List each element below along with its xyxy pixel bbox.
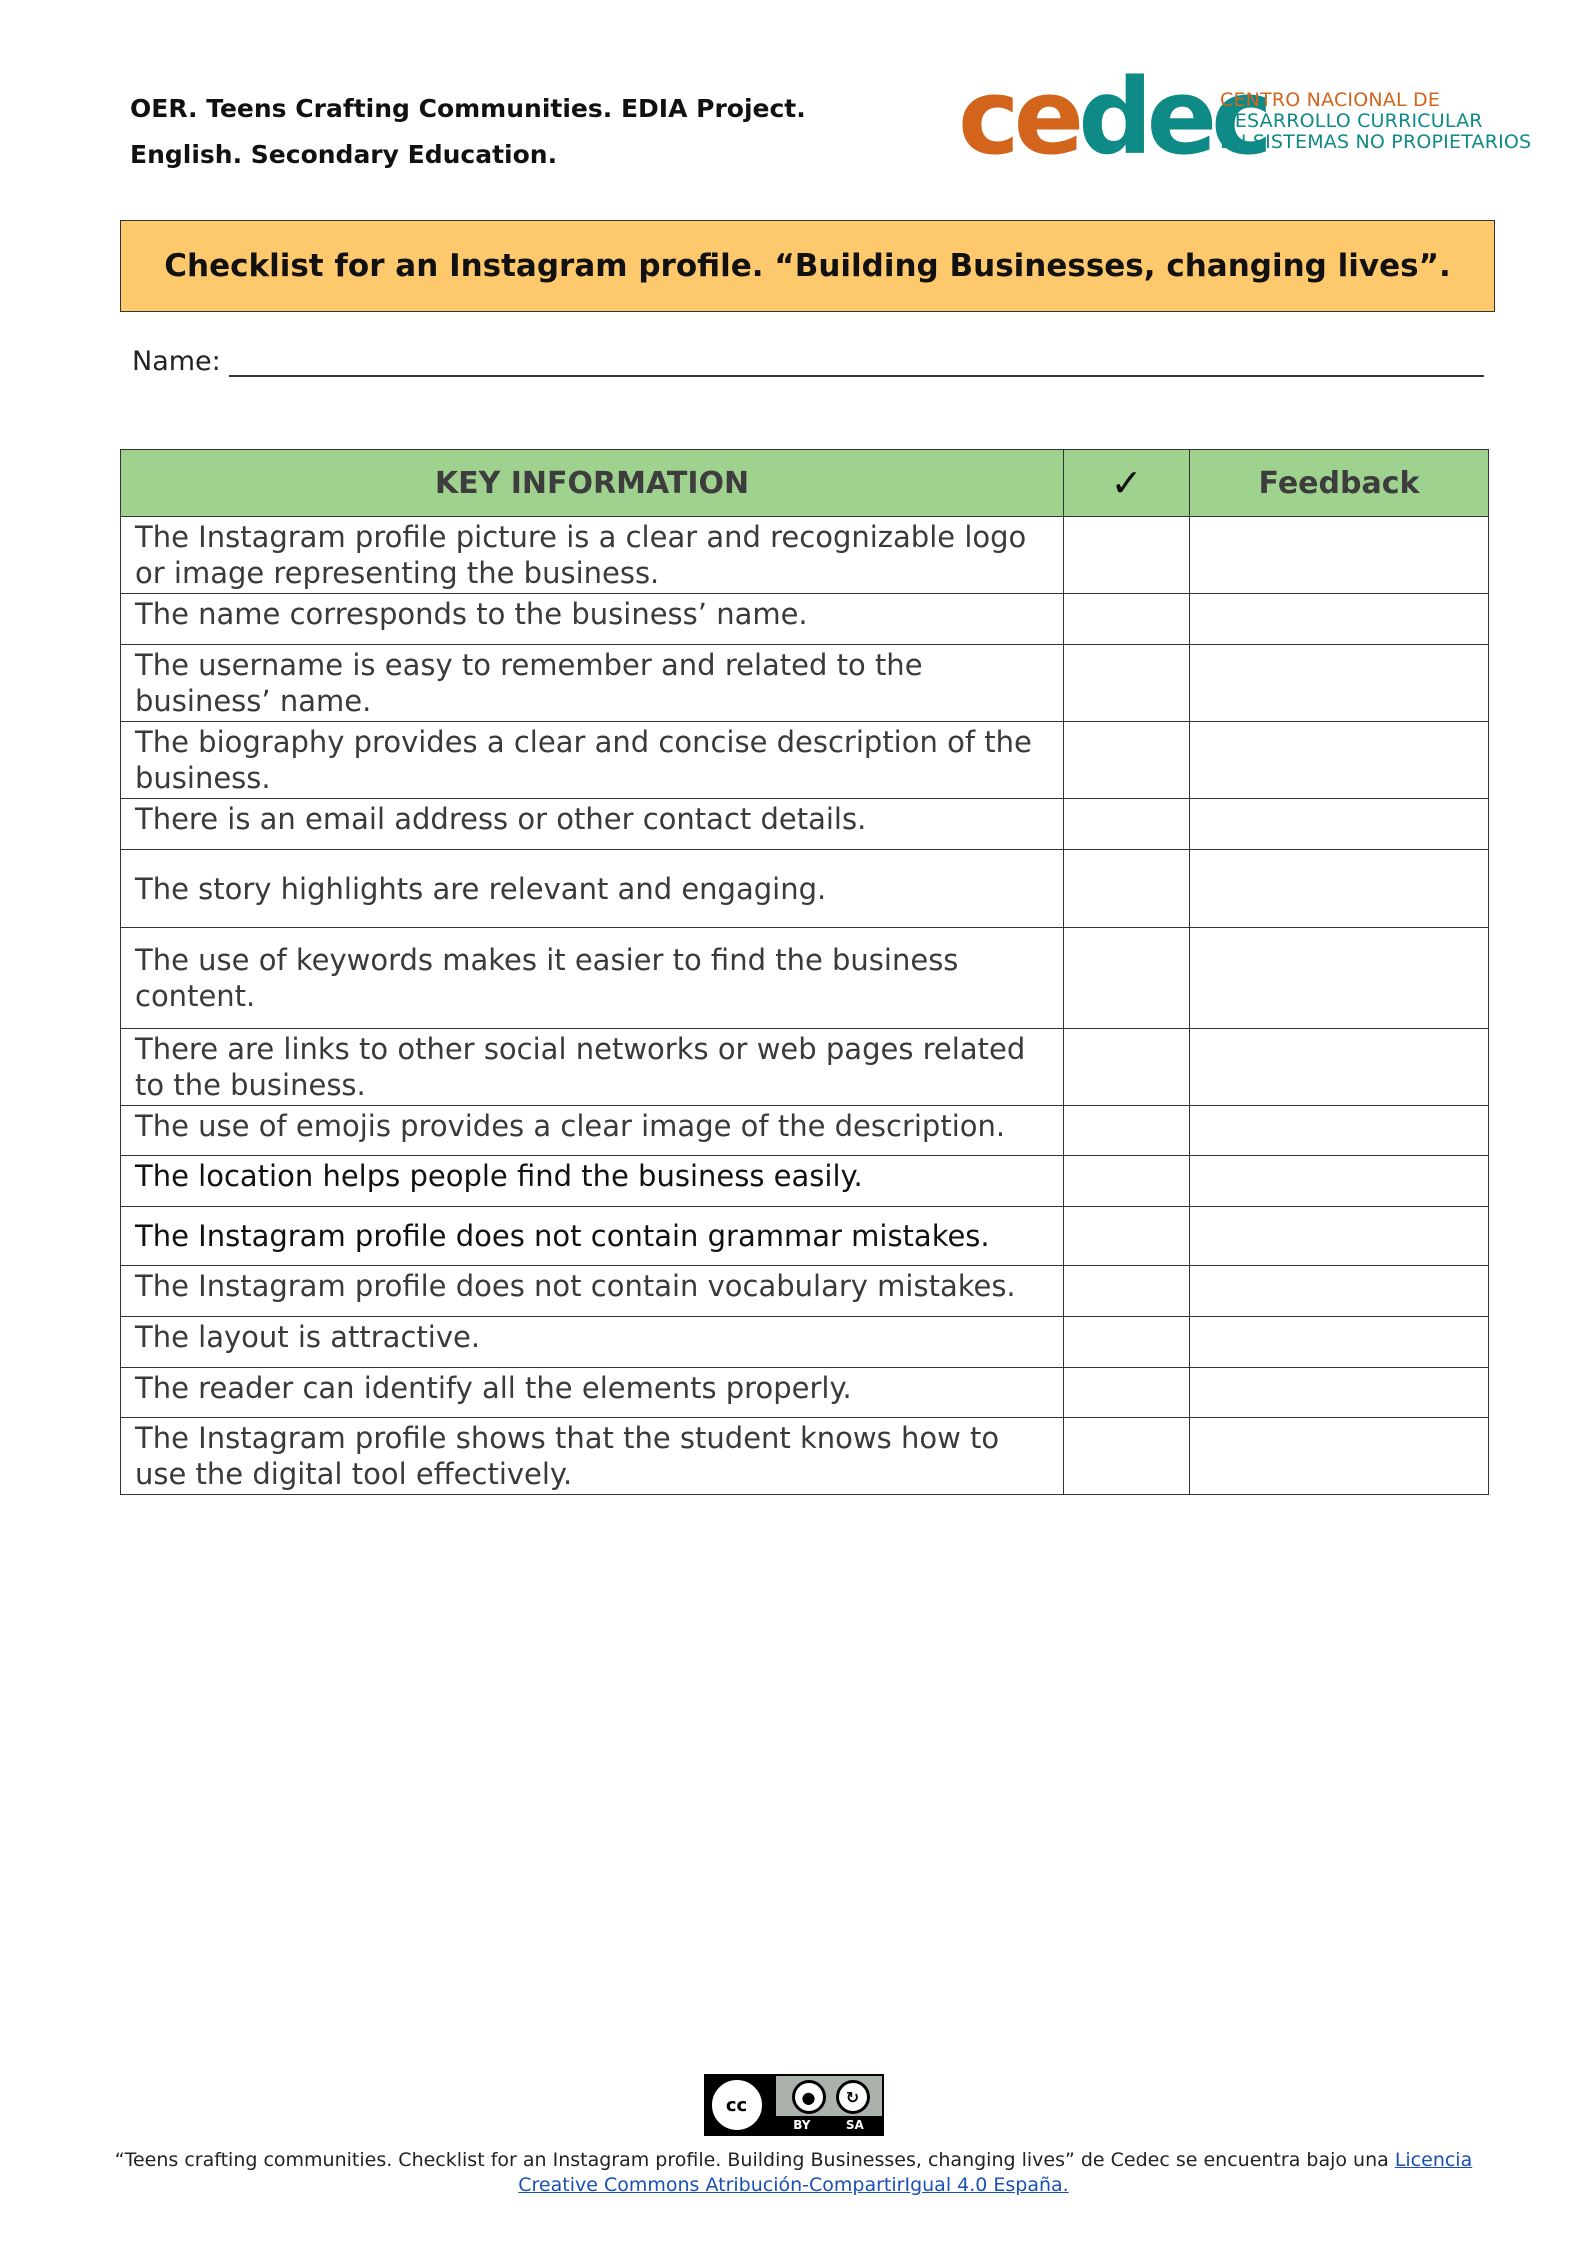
row-check-cell[interactable]	[1064, 594, 1190, 645]
checkmark-icon: ✓	[1110, 461, 1143, 505]
table-row	[121, 1156, 1489, 1207]
header-line-2: English. Secondary Education.	[130, 140, 558, 169]
header-line-1: OER. Teens Crafting Communities. EDIA Project.	[130, 94, 806, 123]
license-link-1[interactable]: Licencia	[1394, 2149, 1473, 2171]
row-check-cell[interactable]	[1064, 1156, 1190, 1207]
name-field[interactable]	[132, 346, 1484, 377]
table-row	[121, 645, 1489, 722]
row-check-cell[interactable]	[1064, 1029, 1190, 1106]
row-feedback-cell[interactable]	[1190, 1368, 1489, 1418]
row-check-cell[interactable]	[1064, 928, 1190, 1029]
row-criterion: The reader can identify all the elements properly.	[121, 1368, 1064, 1418]
row-check-cell[interactable]	[1064, 1368, 1190, 1418]
row-criterion: The layout is attractive.	[121, 1317, 1064, 1368]
cc-by-sa-badge[interactable]	[704, 2074, 884, 2136]
row-feedback-cell[interactable]	[1190, 928, 1489, 1029]
table-header-row	[121, 450, 1489, 517]
row-check-cell[interactable]	[1064, 850, 1190, 928]
table-row	[121, 1207, 1489, 1266]
badge-labels	[776, 2116, 882, 2134]
name-label: Name:	[132, 346, 221, 377]
row-criterion: The Instagram profile picture is a clear and recognizable logo or image representing the business.	[121, 517, 1064, 594]
document-header	[130, 86, 806, 178]
row-check-cell[interactable]	[1064, 1418, 1190, 1495]
table-row	[121, 928, 1489, 1029]
logo-subtitle-line-3: EN SISTEMAS NO PROPIETARIOS	[1220, 131, 1532, 153]
cedec-logo	[958, 56, 1532, 178]
table-row	[121, 1368, 1489, 1418]
license-link-2[interactable]: Creative Commons Atribución-CompartirIgual 4.0 España.	[518, 2174, 1069, 2196]
row-feedback-cell[interactable]	[1190, 1317, 1489, 1368]
table-row	[121, 1106, 1489, 1156]
row-feedback-cell[interactable]	[1190, 1156, 1489, 1207]
table-row	[121, 799, 1489, 850]
row-feedback-cell[interactable]	[1190, 799, 1489, 850]
row-feedback-cell[interactable]	[1190, 645, 1489, 722]
share-alike-icon: ↻	[836, 2080, 870, 2114]
table-row	[121, 1317, 1489, 1368]
row-criterion: The use of emojis provides a clear image of the description.	[121, 1106, 1064, 1156]
title-box	[120, 220, 1495, 312]
header-check	[1064, 450, 1190, 517]
row-check-cell[interactable]	[1064, 799, 1190, 850]
row-criterion: The Instagram profile does not contain grammar mistakes.	[121, 1207, 1064, 1266]
license-statement: “Teens crafting communities. Checklist for an Instagram profile. Building Businesses, changing lives” de Cedec se encuentra bajo una	[114, 2149, 1389, 2171]
cc-icon: cc	[712, 2080, 762, 2130]
table-row	[121, 517, 1489, 594]
table-row	[121, 1418, 1489, 1495]
row-criterion: The username is easy to remember and related to the business’ name.	[121, 645, 1064, 722]
table-row	[121, 1266, 1489, 1317]
badge-label-by: BY	[793, 2118, 811, 2132]
row-criterion: The biography provides a clear and concise description of the business.	[121, 722, 1064, 799]
row-criterion: There is an email address or other contact details.	[121, 799, 1064, 850]
row-feedback-cell[interactable]	[1190, 517, 1489, 594]
row-feedback-cell[interactable]	[1190, 1418, 1489, 1495]
name-blank-line[interactable]	[229, 351, 1484, 377]
row-feedback-cell[interactable]	[1190, 594, 1489, 645]
row-feedback-cell[interactable]	[1190, 722, 1489, 799]
row-check-cell[interactable]	[1064, 722, 1190, 799]
row-check-cell[interactable]	[1064, 1317, 1190, 1368]
row-check-cell[interactable]	[1064, 1207, 1190, 1266]
checklist-table	[120, 449, 1489, 1495]
table-row	[121, 594, 1489, 645]
logo-subtitle	[1220, 90, 1531, 153]
table-row	[121, 1029, 1489, 1106]
badge-label-sa: SA	[845, 2118, 864, 2132]
row-criterion: The location helps people find the business easily.	[121, 1156, 1064, 1207]
table-row	[121, 722, 1489, 799]
license-text	[0, 2148, 1587, 2198]
row-feedback-cell[interactable]	[1190, 1207, 1489, 1266]
logo-subtitle-line-2: DESARROLLO CURRICULAR	[1220, 110, 1483, 132]
row-criterion: The Instagram profile does not contain vocabulary mistakes.	[121, 1266, 1064, 1317]
row-check-cell[interactable]	[1064, 645, 1190, 722]
row-feedback-cell[interactable]	[1190, 1029, 1489, 1106]
logo-wordmark: cedec	[958, 56, 1267, 178]
row-check-cell[interactable]	[1064, 517, 1190, 594]
row-criterion: The name corresponds to the business’ name.	[121, 594, 1064, 645]
row-criterion: The Instagram profile shows that the student knows how to use the digital tool effectively.	[121, 1418, 1064, 1495]
table-row	[121, 850, 1489, 928]
row-feedback-cell[interactable]	[1190, 850, 1489, 928]
row-criterion: There are links to other social networks or web pages related to the business.	[121, 1029, 1064, 1106]
license-footer	[0, 2074, 1587, 2198]
row-check-cell[interactable]	[1064, 1266, 1190, 1317]
header-feedback: Feedback	[1190, 450, 1489, 517]
row-criterion: The story highlights are relevant and engaging.	[121, 850, 1064, 928]
row-check-cell[interactable]	[1064, 1106, 1190, 1156]
row-feedback-cell[interactable]	[1190, 1266, 1489, 1317]
attribution-icon: ●	[792, 2080, 826, 2114]
page-title: Checklist for an Instagram profile. “Building Businesses, changing lives”.	[164, 248, 1451, 284]
header-key-information: KEY INFORMATION	[121, 450, 1064, 517]
row-criterion: The use of keywords makes it easier to find the business content.	[121, 928, 1064, 1029]
logo-subtitle-line-1: CENTRO NACIONAL DE	[1220, 89, 1441, 111]
row-feedback-cell[interactable]	[1190, 1106, 1489, 1156]
